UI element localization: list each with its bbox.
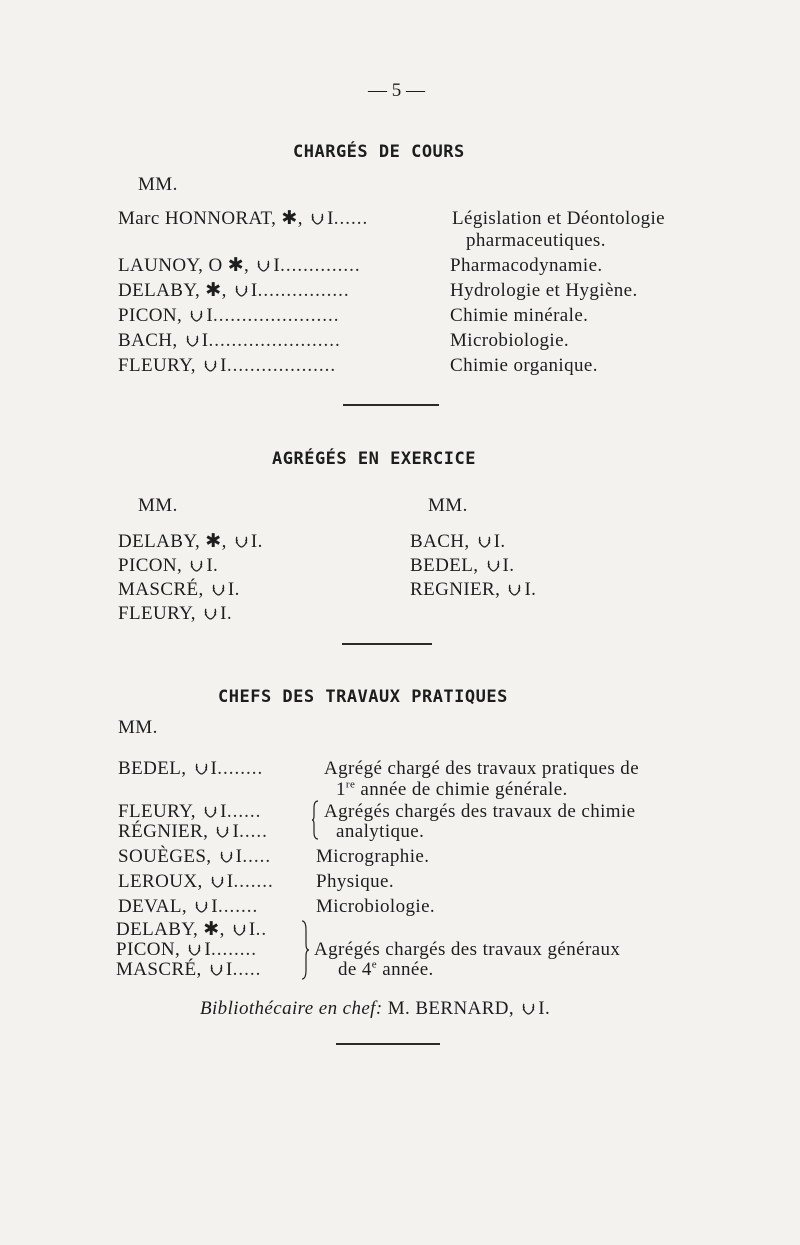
cours-row: LAUNOY, O ✱, I..............: [118, 255, 361, 276]
palm-icon: [486, 557, 501, 572]
cours-row: FLEURY, I...................: [118, 355, 337, 376]
section-title-chefs: CHEFS DES TRAVAUX PRATIQUES: [218, 687, 508, 707]
agrege-right: REGNIER, I.: [410, 579, 537, 600]
cours-subject: Chimie organique.: [450, 355, 598, 376]
palm-icon: [310, 210, 325, 225]
brace: [300, 920, 310, 980]
chef-subject-cont: 1re année de chimie générale.: [336, 778, 568, 800]
chef-row: DELABY, ✱, I..: [116, 919, 268, 940]
bibliothecaire-line: Bibliothécaire en chef: M. BERNARD, I.: [200, 998, 551, 1019]
palm-icon: [203, 605, 218, 620]
palm-icon: [187, 941, 202, 956]
cours-name: Marc HONNORAT, ✱,: [118, 208, 309, 229]
mm-label: MM.: [428, 495, 468, 516]
palm-icon: [185, 332, 200, 347]
chef-subject: Micrographie.: [316, 846, 430, 867]
palm-icon: [256, 257, 271, 272]
cours-subject: Pharmacodynamie.: [450, 255, 603, 276]
chef-subject: Agrégés chargés des travaux de chimie: [324, 801, 636, 822]
chef-subject: Agrégés chargés des travaux généraux: [314, 939, 621, 960]
section-divider: [336, 1043, 440, 1045]
cours-row: BACH, I.......................: [118, 330, 341, 351]
palm-icon: [210, 873, 225, 888]
chef-subject: Microbiologie.: [316, 896, 436, 917]
palm-icon: [232, 921, 247, 936]
section-divider: [343, 404, 439, 406]
palm-icon: [194, 898, 209, 913]
cours-subject-cont: pharmaceutiques.: [466, 230, 606, 251]
agrege-right: BACH, I.: [410, 531, 506, 552]
chef-subject: Physique.: [316, 871, 395, 892]
palm-icon: [219, 848, 234, 863]
cours-row: Marc HONNORAT, ✱, I......: [118, 208, 369, 229]
section-divider: [342, 643, 432, 645]
chef-row: LEROUX, I.......: [118, 871, 274, 892]
mm-label: MM.: [118, 717, 158, 738]
agrege-left: MASCRÉ, I.: [118, 579, 240, 600]
cours-subject: Microbiologie.: [450, 330, 570, 351]
palm-icon: [477, 533, 492, 548]
cours-row: DELABY, ✱, I................: [118, 280, 350, 301]
page-number: — 5 —: [368, 80, 425, 101]
chef-row: PICON, I........: [116, 939, 258, 960]
cours-subject: Chimie minérale.: [450, 305, 589, 326]
palm-icon: [203, 357, 218, 372]
palm-icon: [194, 760, 209, 775]
chef-subject: Agrégé chargé des travaux pratiques de: [324, 758, 640, 779]
bibliothecaire-name: M. BERNARD,: [382, 998, 520, 1019]
palm-icon: [203, 803, 218, 818]
palm-icon: [209, 961, 224, 976]
section-title-agreges: AGRÉGÉS EN EXERCICE: [272, 449, 476, 469]
chef-subject-cont: analytique.: [336, 821, 425, 842]
cours-subject: Hydrologie et Hygiène.: [450, 280, 638, 301]
chef-row: RÉGNIER, I.....: [118, 821, 268, 842]
bibliothecaire-label: Bibliothécaire en chef:: [200, 998, 383, 1019]
chef-row: BEDEL, I........: [118, 758, 264, 779]
agrege-left: DELABY, ✱, I.: [118, 531, 263, 552]
chef-subject-cont: de 4e année.: [338, 958, 434, 980]
palm-icon: [507, 581, 522, 596]
palm-icon: [189, 557, 204, 572]
palm-icon: [189, 307, 204, 322]
cours-row: PICON, I......................: [118, 305, 340, 326]
palm-icon: [234, 533, 249, 548]
chef-row: MASCRÉ, I.....: [116, 959, 262, 980]
agrege-left: FLEURY, I.: [118, 603, 232, 624]
section-title-charges-de-cours: CHARGÉS DE COURS: [293, 142, 465, 162]
chef-row: DEVAL, I.......: [118, 896, 259, 917]
agrege-left: PICON, I.: [118, 555, 219, 576]
palm-icon: [211, 581, 226, 596]
chef-row: SOUÈGES, I.....: [118, 846, 272, 867]
mm-label: MM.: [138, 174, 178, 195]
chef-row: FLEURY, I......: [118, 801, 262, 822]
palm-icon: [234, 282, 249, 297]
agrege-right: BEDEL, I.: [410, 555, 515, 576]
brace: [312, 800, 320, 840]
cours-subject: Législation et Déontologie: [452, 208, 666, 229]
palm-icon: [521, 1000, 536, 1015]
palm-icon: [215, 823, 230, 838]
mm-label: MM.: [138, 495, 178, 516]
